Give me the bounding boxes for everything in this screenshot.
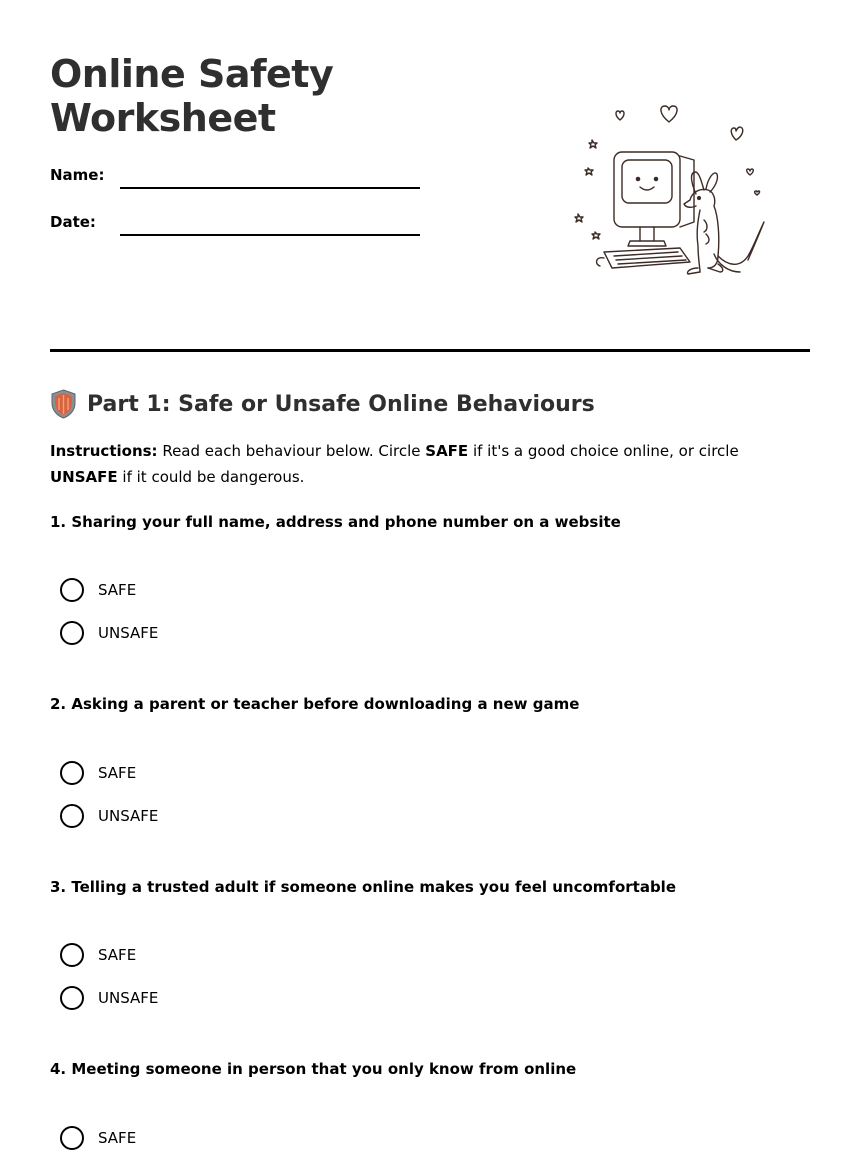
instructions-unsafe: UNSAFE xyxy=(50,468,118,486)
radio-circle[interactable] xyxy=(60,578,84,602)
q2-option-unsafe[interactable] xyxy=(60,803,158,829)
radio-circle[interactable] xyxy=(60,943,84,967)
question-2: 2. Asking a parent or teacher before downloading a new game xyxy=(50,695,580,713)
instructions-text xyxy=(50,438,795,490)
worksheet-title xyxy=(50,52,333,140)
option-label: SAFE xyxy=(98,1129,137,1147)
question-1: 1. Sharing your full name, address and phone number on a website xyxy=(50,513,621,531)
option-label: UNSAFE xyxy=(98,624,159,642)
instructions-part-1: Read each behaviour below. Circle xyxy=(157,442,426,460)
q3-option-safe[interactable] xyxy=(60,942,136,968)
title-line-2: Worksheet xyxy=(50,96,276,140)
question-4: 4. Meeting someone in person that you only know from online xyxy=(50,1060,577,1078)
question-3: 3. Telling a trusted adult if someone online makes you feel uncomfortable xyxy=(50,878,677,896)
q1-option-safe[interactable] xyxy=(60,577,136,603)
option-label: SAFE xyxy=(98,946,137,964)
instructions-part-2: if it's a good choice online, or circle xyxy=(468,442,739,460)
instructions-safe: SAFE xyxy=(425,442,469,460)
date-label: Date: xyxy=(50,213,96,231)
instructions-lead: Instructions: xyxy=(50,442,158,460)
option-label: UNSAFE xyxy=(98,989,159,1007)
option-label: SAFE xyxy=(98,581,137,599)
part1-heading xyxy=(50,388,595,420)
date-field[interactable] xyxy=(120,234,420,236)
section-divider xyxy=(50,349,810,352)
q4-option-safe[interactable] xyxy=(60,1125,136,1151)
radio-circle[interactable] xyxy=(60,986,84,1010)
part1-heading-text: Part 1: Safe or Unsafe Online Behaviours xyxy=(87,391,595,417)
radio-circle[interactable] xyxy=(60,761,84,785)
shield-icon xyxy=(50,389,77,419)
q2-option-safe[interactable] xyxy=(60,760,136,786)
name-label: Name: xyxy=(50,166,105,184)
instructions-part-3: if it could be dangerous. xyxy=(117,468,305,486)
title-line-1: Online Safety xyxy=(50,52,334,96)
radio-circle[interactable] xyxy=(60,804,84,828)
option-label: UNSAFE xyxy=(98,807,159,825)
option-label: SAFE xyxy=(98,764,137,782)
q1-option-unsafe[interactable] xyxy=(60,620,158,646)
name-field[interactable] xyxy=(120,187,420,189)
kangaroo-computer-illustration xyxy=(568,96,780,286)
radio-circle[interactable] xyxy=(60,1126,84,1150)
radio-circle[interactable] xyxy=(60,621,84,645)
q3-option-unsafe[interactable] xyxy=(60,985,158,1011)
